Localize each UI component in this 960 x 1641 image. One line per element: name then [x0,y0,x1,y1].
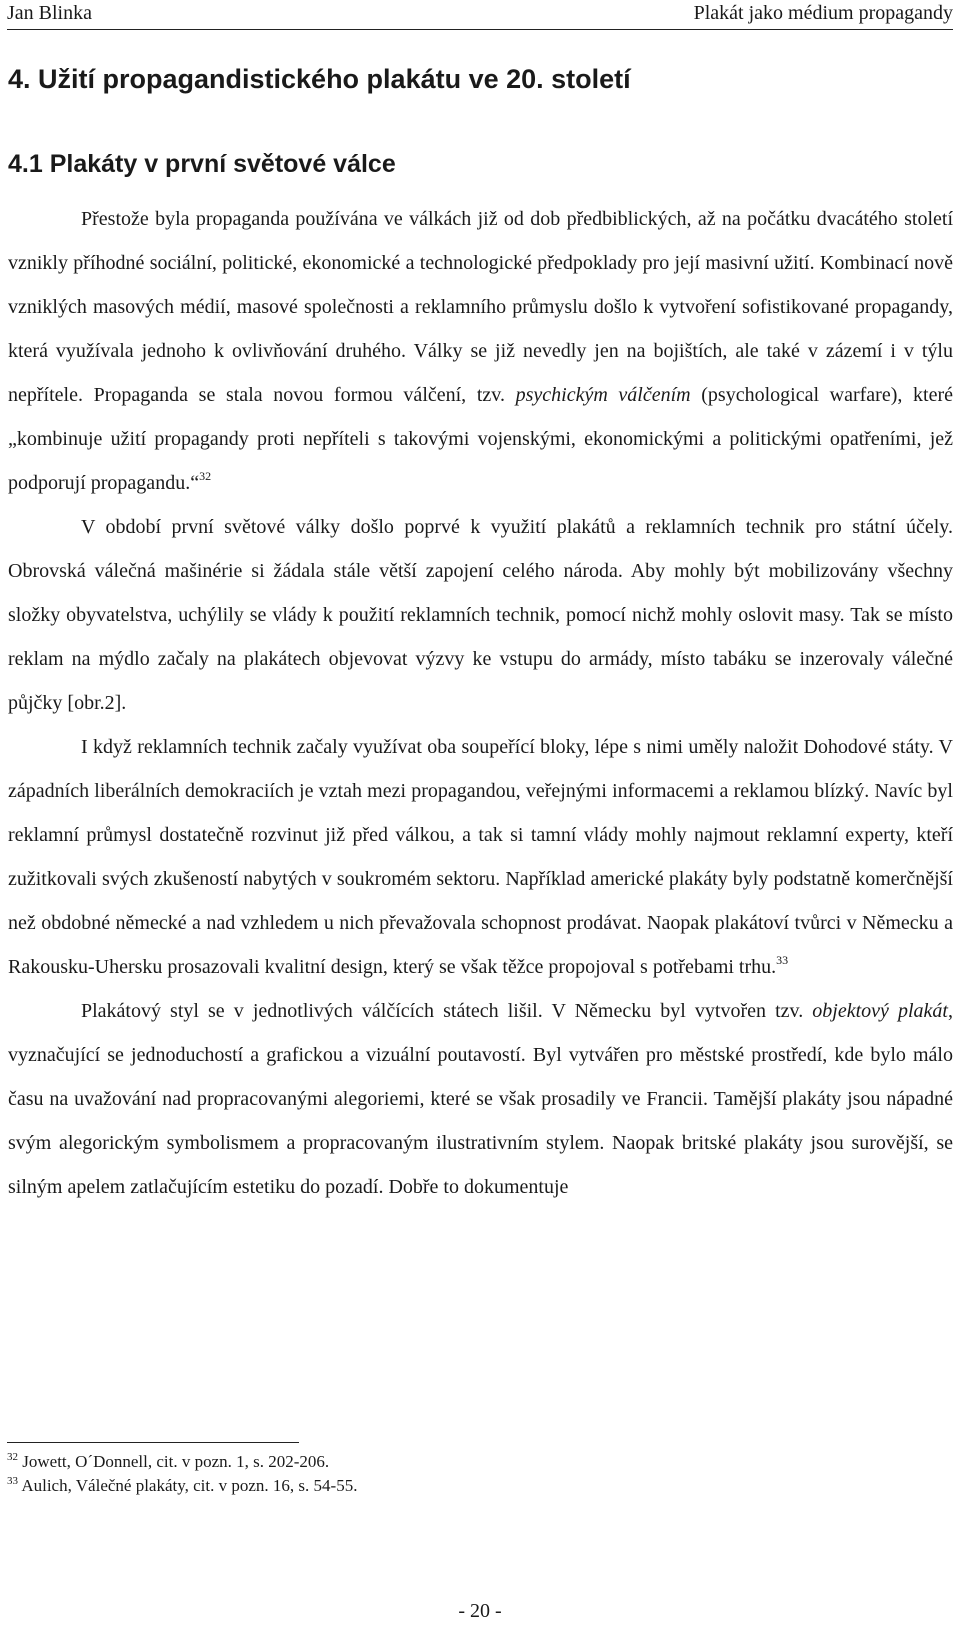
italic-term: psychickým válčením [515,384,691,406]
footnote-text: Jowett, O´Donnell, cit. v pozn. 1, s. 202-206. [22,1452,330,1471]
footnote [7,1474,952,1498]
paragraph [8,505,953,725]
footnote [7,1450,952,1474]
footnote-ref[interactable]: 32 [199,469,212,483]
chapter-heading: 4. Užití propagandistického plakátu ve 20. století [8,64,631,94]
footnote-number: 33 [7,1475,18,1487]
footnotes [7,1450,952,1498]
page-number: - 20 - [458,1600,502,1622]
italic-term: objektový plakát [812,1000,948,1022]
paragraph [8,725,953,989]
paragraph-text: Plakátový styl se v jednotlivých válčících státech lišil. V Německu byl vytvořen tzv. [81,1000,813,1022]
paragraph-text: , vyznačující se jednoduchostí a grafickou a vizuální poutavostí. Byl vytvářen pro městské prostředí, kde bylo málo času na uvažování nad propracovanými alegoriemi, které se však prosadily ve Francii. Tamější plakáty jsou nápadné svým alegorickým symbolismem a propracovaným ilustrativním stylem. Naopak britské plakáty jsou surovější, se silným apelem zatlačujícím estetiku do pozadí. Dobře to dokumentuje [8,1000,953,1198]
paragraph-text: Přestože byla propaganda používána ve válkách již od dob předbiblických, až na počátku dvacátého století vznikly příhodné sociální, politické, ekonomické a technologické předpoklady pro její masivní užití. Kombinací nově vzniklých masových médií, masové společnosti a reklamního průmyslu došlo k vytvoření sofistikované propagandy, která využívala jednoho k ovlivňování druhého. Války se již nevedly jen na bojištích, ale také v zázemí i v týlu nepřítele. Propaganda se stala novou formou válčení, tzv. [8,208,953,406]
section-heading: 4.1 Plakáty v první světové válce [8,150,396,178]
footnote-separator [7,1442,299,1443]
paragraph-text: (psychological warfare), které „kombinuje užití propagandy proti nepříteli s takovými vojenskými, ekonomickými a politickými opatřeními, jež podporují propagandu.“ [8,384,953,494]
paragraph-text: I když reklamních technik začaly využívat oba soupeřící bloky, lépe s nimi uměly naložit Dohodové státy. V západních liberálních demokraciích je vztah mezi propagandou, veřejnými informacemi a reklamou blízký. Navíc byl reklamní průmysl dostatečně rozvinut již před válkou, a tak si tamní vlády mohly najmout reklamní experty, kteří zužitkovali svých zkušeností nabytých v soukromém sektoru. Například americké plakáty byly podstatně komerčnější než obdobné německé a nad vzhledem u nich převažovala schopnost prodávat. Naopak plakátoví tvůrci v Německu a Rakousku-Uhersku prosazovali kvalitní design, který se však těžce propojoval s potřebami trhu. [8,736,953,978]
header-rule [7,29,953,30]
paragraph-text: V období první světové války došlo poprvé k využití plakátů a reklamních technik pro státní účely. Obrovská válečná mašinérie si žádala stále větší zapojení celého národa. Aby mohly být mobilizovány všechny složky obyvatelstva, uchýlily se vlády k použití reklamních technik, pomocí nichž mohly oslovit masy. Tak se místo reklam na mýdlo začaly na plakátech objevovat výzvy ke vstupu do armády, místo tabáku se inzerovaly válečné půjčky [obr.2]. [8,516,953,714]
header-work-title: Plakát jako médium propagandy [693,2,953,24]
paragraph [8,197,953,505]
body-text [8,197,953,1209]
header-author: Jan Blinka [7,2,92,24]
running-header [7,2,953,28]
paragraph [8,989,953,1209]
footnote-number: 32 [7,1451,18,1463]
footnote-text: Aulich, Válečné plakáty, cit. v pozn. 16, s. 54-55. [21,1476,358,1495]
footnote-ref[interactable]: 33 [776,953,789,967]
